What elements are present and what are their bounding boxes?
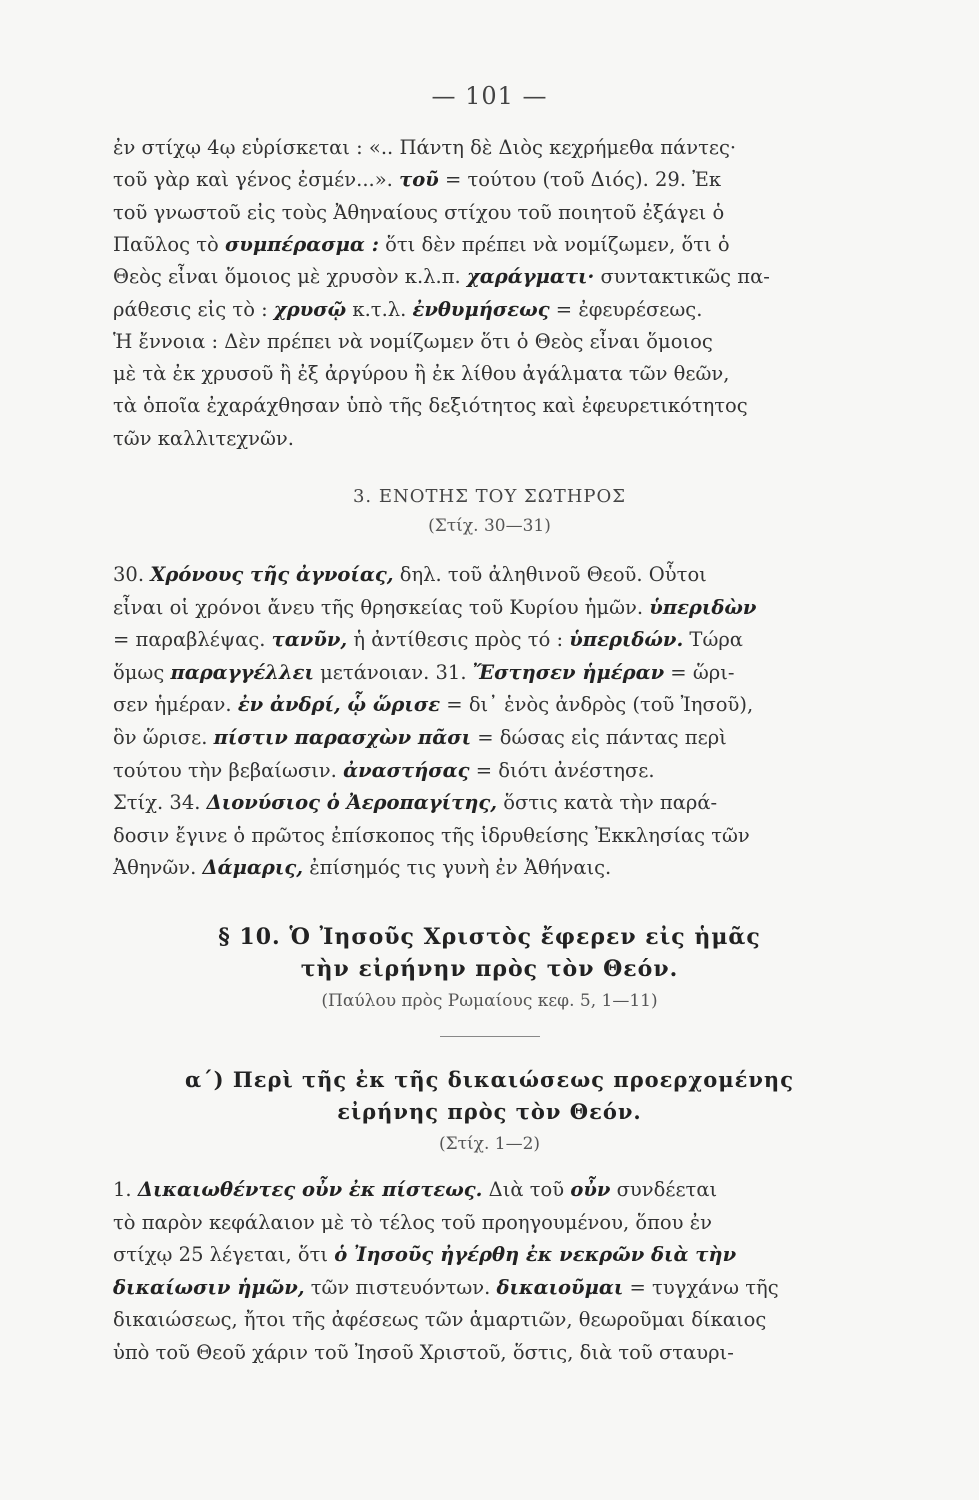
text-run: = τούτου (τοῦ Διός). 29. Ἐκ	[438, 168, 722, 192]
text-run: Διὰ τοῦ	[482, 1178, 571, 1201]
text-run: συνδέεται	[610, 1178, 718, 1201]
text-run: τὸ παρὸν κεφάλαιον μὲ τὸ τέλος τοῦ προηγουμένου, ὅπου ἐν	[113, 1210, 713, 1234]
text-run: δικαιώσεως, ἤτοι τῆς ἀφέσεως τῶν ἁμαρτιῶν, θεωροῦμαι δίκαιος	[113, 1308, 767, 1331]
text-line	[113, 596, 843, 619]
text-run: Στίχ. 34.	[113, 791, 207, 815]
text-run: Ἡ ἔννοια : Δὲν πρέπει νὰ νομίζωμεν ὅτι ὁ Θεὸς εἶναι ὅμοιος	[113, 329, 713, 353]
text-run: Θεὸς εἶναι ὅμοιος μὲ χρυσὸν κ.λ.π.	[113, 265, 467, 289]
text-line	[113, 856, 843, 879]
emphasis-run: δικαιοῦμαι	[496, 1275, 624, 1299]
emphasis-run: χαράγματι·	[466, 265, 595, 289]
text-run: = δώσας εἰς πάντας περὶ	[471, 726, 727, 749]
text-line	[113, 759, 843, 782]
emphasis-run: Ἔστησεν ἡμέραν	[472, 660, 665, 684]
emphasis-run: ἐν ἀνδρί, ᾧ ὥρισε	[237, 693, 441, 717]
text-line	[113, 1308, 843, 1331]
text-line	[113, 661, 843, 684]
emphasis-run: Δάμαρις,	[202, 856, 303, 880]
text-run: = ἐφευρέσεως.	[549, 297, 703, 321]
text-run: 1.	[113, 1178, 138, 1201]
text-line	[113, 136, 843, 159]
text-line	[113, 1341, 843, 1364]
text-line	[113, 201, 843, 224]
emphasis-run: Διονύσιος ὁ Ἀεροπαγίτης,	[206, 791, 498, 815]
emphasis-run: συμπέρασμα :	[224, 232, 379, 256]
text-line	[113, 265, 843, 288]
text-run: = ὥρι-	[664, 660, 735, 684]
subsection-a-title-line1: α΄) Περὶ τῆς ἐκ τῆς δικαιώσεως προερχομένης	[185, 1067, 794, 1092]
emphasis-run: πίστιν παρασχὼν πᾶσι	[213, 726, 472, 749]
emphasis-run: ὑπεριδών.	[569, 628, 684, 652]
text-line	[113, 1211, 843, 1234]
emphasis-run: ἀναστήσας	[343, 758, 470, 782]
text-run: τούτου τὴν βεβαίωσιν.	[113, 758, 344, 782]
text-run: τῶν πιστευόντων.	[304, 1275, 497, 1299]
emphasis-run: ἐνθυμήσεως	[412, 297, 550, 321]
text-run: ἐν στίχῳ 4ῳ εὑρίσκεται : «.. Πάντη δὲ Διὸς κεχρήμεθα πάντες·	[113, 136, 737, 159]
text-run: τὰ ὁποῖα ἐχαράχθησαν ὑπὸ τῆς δεξιότητος καὶ ἐφευρετικότητος	[113, 394, 748, 418]
text-run: μὲ τὰ ἐκ χρυσοῦ ἢ ἐξ ἀργύρου ἢ ἐκ λίθου ἀγάλματα τῶν θεῶν,	[113, 362, 730, 386]
emphasis-run: ὑπεριδὼν	[649, 595, 757, 619]
text-line	[113, 824, 843, 847]
text-run: συντακτικῶς πα-	[594, 265, 770, 289]
text-run: τοῦ γνωστοῦ εἰς τοὺς Ἀθηναίους στίχου τοῦ ποιητοῦ ἐξάγει ὁ	[113, 200, 725, 224]
text-run: τῶν καλλιτεχνῶν.	[113, 426, 294, 450]
text-line	[113, 427, 843, 450]
page-number: — 101 —	[431, 82, 548, 110]
text-run: μετάνοιαν. 31.	[313, 660, 473, 684]
text-line	[113, 693, 843, 716]
text-run: ὃν ὥρισε.	[113, 726, 214, 749]
emphasis-run: παραγγέλλει	[170, 660, 314, 684]
emphasis-run: Χρόνους τῆς ἀγνοίας,	[150, 563, 394, 586]
text-run: στίχῳ 25 λέγεται, ὅτι	[113, 1243, 335, 1266]
text-run: 30.	[113, 563, 151, 586]
section3-title: 3. ΕΝΟΤΗΣ ΤΟΥ ΣΩΤΗΡΟΣ	[352, 486, 626, 507]
text-line	[113, 233, 843, 256]
emphasis-run: δικαίωσιν ἡμῶν,	[113, 1275, 305, 1299]
emphasis-run: τοῦ	[399, 168, 439, 192]
emphasis-run: Δικαιωθέντες οὖν ἐκ πίστεως.	[137, 1178, 483, 1201]
text-run: = παραβλέψας.	[113, 628, 272, 652]
text-line	[113, 1276, 843, 1299]
text-line	[113, 330, 843, 353]
text-run: = δι᾿ ἑνὸς ἀνδρὸς (τοῦ Ἰησοῦ),	[440, 693, 754, 717]
text-run: Τώρα	[683, 628, 743, 652]
text-line	[113, 362, 843, 385]
text-line	[113, 298, 843, 321]
section3-ref: (Στίχ. 30—31)	[428, 516, 551, 536]
text-line	[113, 394, 843, 417]
emphasis-run: χρυσῷ	[273, 297, 347, 321]
text-run: σεν ἡμέραν.	[113, 693, 238, 717]
emphasis-run: οὖν	[570, 1178, 611, 1201]
section10-ref: (Παύλου πρὸς Ρωμαίους κεφ. 5, 1—11)	[321, 991, 658, 1011]
text-run: εἶναι οἱ χρόνοι ἄνευ τῆς θρησκείας τοῦ Κυρίου ἡμῶν.	[113, 595, 650, 619]
emphasis-run: ὁ Ἰησοῦς ἠγέρθη ἐκ νεκρῶν διὰ τὴν	[334, 1243, 737, 1266]
text-line	[113, 791, 843, 814]
text-run: Παῦλος τὸ	[113, 232, 225, 256]
text-line	[113, 628, 843, 651]
text-line	[113, 726, 843, 749]
divider	[440, 1036, 540, 1037]
text-run: ράθεσις εἰς τὸ :	[113, 297, 274, 321]
text-line	[113, 1243, 843, 1266]
text-line	[113, 168, 843, 191]
text-run: Ἀθηνῶν.	[113, 856, 203, 880]
emphasis-run: τανῦν,	[271, 628, 348, 652]
text-run: κ.τ.λ.	[346, 297, 413, 321]
subsection-a-title-line2: εἰρήνης πρὸς τὸν Θεόν.	[337, 1099, 642, 1124]
text-run: ὑπὸ τοῦ Θεοῦ χάριν τοῦ Ἰησοῦ Χριστοῦ, ὅστις, διὰ τοῦ σταυρι-	[113, 1340, 734, 1364]
text-run: = διότι ἀνέστησε.	[469, 758, 655, 782]
section10-title-line1: § 10. Ὁ Ἰησοῦς Χριστὸς ἔφερεν εἰς ἡμᾶς	[218, 924, 761, 950]
text-line	[113, 563, 843, 586]
text-run: τοῦ γὰρ καὶ γένος ἐσμέν...».	[113, 168, 400, 192]
text-run: ὅτι δὲν πρέπει νὰ νομίζωμεν, ὅτι ὁ	[378, 232, 730, 256]
text-run: ἡ ἀντίθεσις πρὸς τό :	[347, 628, 570, 652]
text-run: ἐπίσημός τις γυνὴ ἐν Ἀθήναις.	[303, 856, 612, 880]
text-run: ὅμως	[113, 660, 171, 684]
text-run: = τυγχάνω τῆς	[623, 1275, 779, 1299]
text-line	[113, 1178, 843, 1201]
section10-title-line2: τὴν εἰρήνην πρὸς τὸν Θεόν.	[300, 956, 679, 982]
text-run: δηλ. τοῦ ἀληθινοῦ Θεοῦ. Οὗτοι	[393, 563, 707, 586]
subsection-a-ref: (Στίχ. 1—2)	[438, 1134, 541, 1154]
text-run: ὅστις κατὰ τὴν παρά-	[497, 791, 718, 815]
text-run: δοσιν ἔγινε ὁ πρῶτος ἐπίσκοπος τῆς ἱδρυθείσης Ἐκκλησίας τῶν	[113, 823, 750, 847]
